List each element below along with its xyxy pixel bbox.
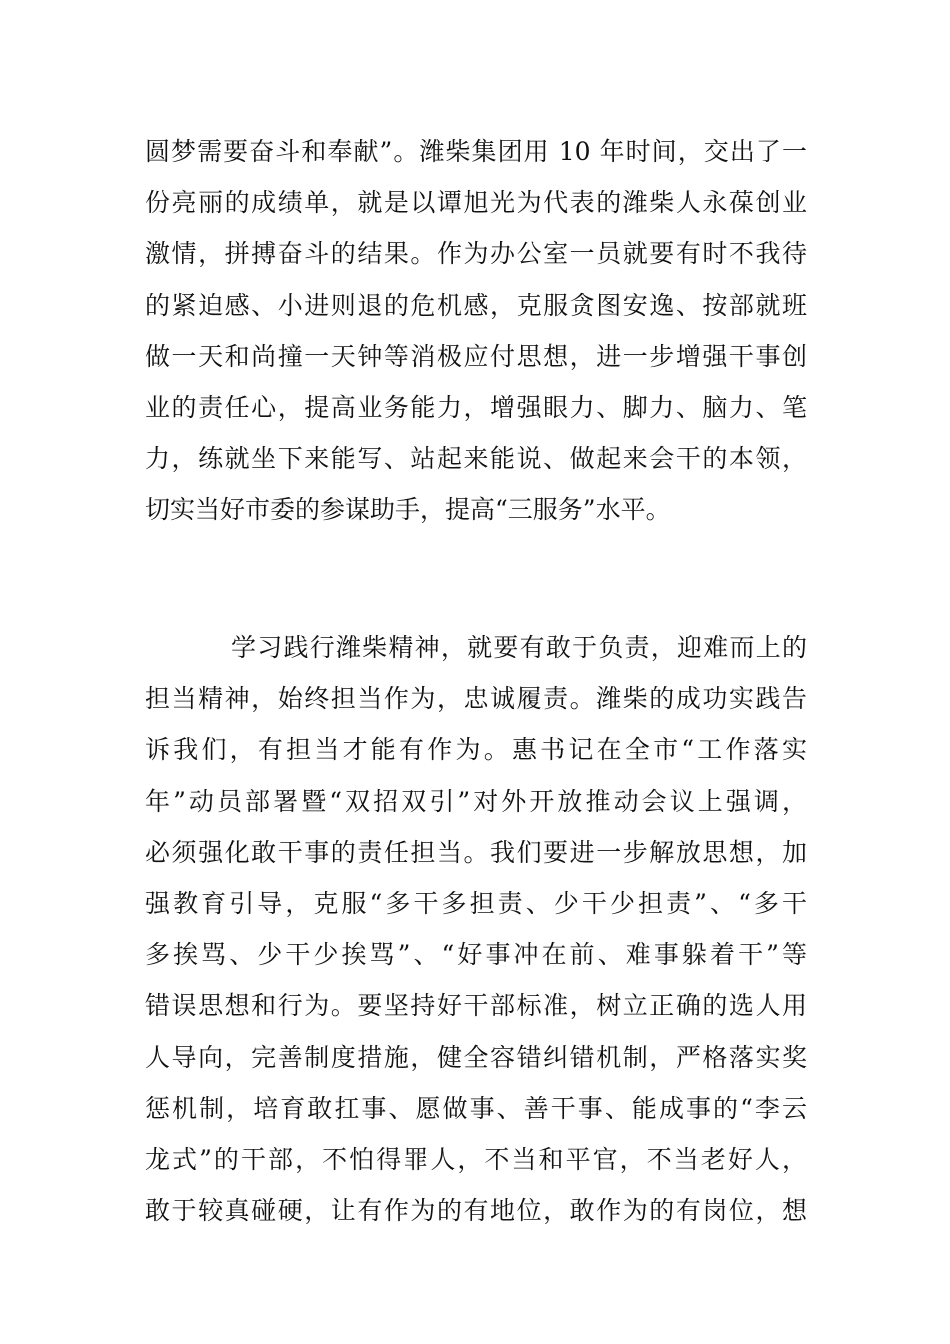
paragraph-line: 份亮丽的成绩单，就是以谭旭光为代表的潍柴人永葆创业 xyxy=(145,188,807,218)
paragraph-line: 切实当好市委的参谋助手，提高“三服务”水平。 xyxy=(145,495,671,525)
paragraph-line: 担当精神，始终担当作为，忠诚履责。潍柴的成功实践告 xyxy=(145,684,807,714)
paragraph-line: 人导向，完善制度措施，健全容错纠错机制，严格落实奖 xyxy=(145,1042,807,1072)
paragraph-line: 强教育引导，克服“多干多担责、少干少担责”、“多干 xyxy=(145,889,807,919)
paragraph-1 xyxy=(145,126,807,536)
paragraph-line: 力，练就坐下来能写、站起来能说、做起来会干的本领， xyxy=(145,444,807,474)
paragraph-line: 惩机制，培育敢扛事、愿做事、善干事、能成事的“李云 xyxy=(145,1093,807,1123)
paragraph-line: 业的责任心，提高业务能力，增强眼力、脚力、脑力、笔 xyxy=(145,393,807,423)
paragraph-line: 的紧迫感、小进则退的危机感，克服贪图安逸、按部就班 xyxy=(145,290,807,320)
paragraph-line: 年”动员部署暨“双招双引”对外开放推动会议上强调， xyxy=(145,786,807,816)
paragraph-line: 诉我们，有担当才能有作为。惠书记在全市“工作落实 xyxy=(145,735,807,765)
paragraph-line: 学习践行潍柴精神，就要有敢于负责，迎难而上的 xyxy=(231,633,807,662)
paragraph-line: 必须强化敢干事的责任担当。我们要进一步解放思想，加 xyxy=(145,837,807,867)
paragraph-line: 错误思想和行为。要坚持好干部标准，树立正确的选人用 xyxy=(145,991,807,1021)
paragraph-line: 敢于较真碰硬，让有作为的有地位，敢作为的有岗位，想 xyxy=(145,1196,807,1226)
paragraph-line: 激情，拼搏奋斗的结果。作为办公室一员就要有时不我待 xyxy=(145,239,807,269)
paragraph-line: 圆梦需要奋斗和奉献”。潍柴集团用 10 年时间，交出了一 xyxy=(145,137,807,166)
paragraph-2 xyxy=(145,622,807,1236)
paragraph-line: 做一天和尚撞一天钟等消极应付思想，进一步增强干事创 xyxy=(145,341,807,371)
paragraph-line: 多挨骂、少干少挨骂”、“好事冲在前、难事躲着干”等 xyxy=(145,940,807,970)
paragraph-line: 龙式”的干部，不怕得罪人，不当和平官，不当老好人， xyxy=(145,1145,807,1175)
